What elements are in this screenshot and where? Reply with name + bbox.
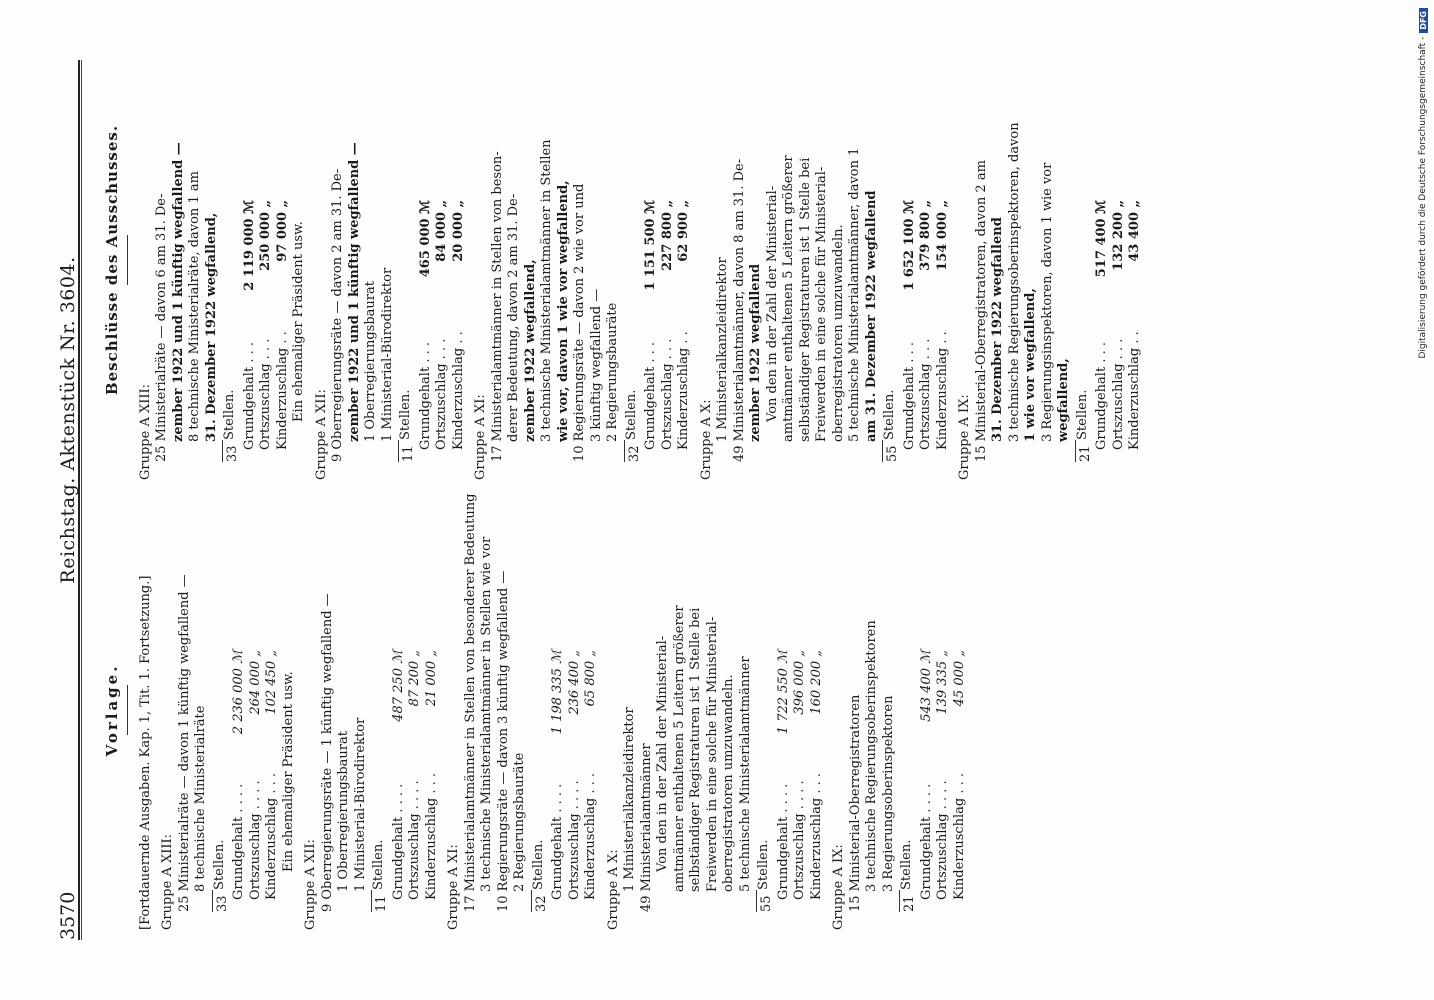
page-number: 3570 [57, 891, 79, 940]
amount-label: Kinderzuschlag . . [676, 331, 691, 450]
amount-value: 227 800 „ [659, 200, 675, 271]
amount-label: Grundgehalt . . . . [775, 783, 791, 900]
group-title: Gruppe A X: [605, 849, 621, 930]
amount-label: Ortszuschlag . . . . [407, 780, 422, 900]
stellen-label: Stellen. [882, 389, 897, 440]
group-title: Gruppe A XII: [303, 839, 318, 930]
position-line: 10 Regierungsräte — davon 3 künftig wegfallend — [495, 570, 511, 912]
position-line: 1 wie vor wegfallend, [1023, 288, 1038, 442]
note-line: Von den in der Zahl der Ministerial- [655, 635, 670, 872]
position-line: 3 Regierungsoberinspektoren [880, 695, 896, 892]
amounts-block [391, 490, 441, 900]
amounts-block [776, 490, 826, 900]
amounts-block [919, 490, 969, 900]
amount-value: 1 198 335 ℳ [550, 650, 565, 735]
amount-value: 1 652 100 ℳ [901, 200, 917, 291]
digitization-credit [1416, 8, 1430, 988]
position-line: wie vor, davon 1 wie vor wegfallend, [555, 180, 571, 442]
amount-value: 132 200 „ [1110, 200, 1126, 271]
position-line: 3 technische Ministerialamtmänner in Stellen wie vor [479, 536, 494, 892]
amount-label: Ortszuschlag . . . [1110, 338, 1126, 450]
note-line: Freiwerden in eine solche für Ministerial- [704, 616, 720, 892]
position-line: 10 Regierungsräte — davon 2 wie vor und [572, 183, 587, 462]
position-line: 31. Dezember 1922 wegfallend, [203, 212, 219, 442]
amount-value: 139 335 „ [935, 650, 950, 715]
stellen-count: 11 [371, 890, 391, 912]
group-title: Gruppe A XIII: [160, 833, 175, 930]
header-rule-thin [81, 60, 82, 940]
position-line: 2 Regierungsbauräte [605, 302, 620, 442]
amount-label: Ortszuschlag . . . . [247, 780, 263, 900]
amount-label: Ortszuschlag . . . . [566, 780, 582, 900]
amounts-block [242, 40, 292, 450]
stellen-total [899, 490, 919, 930]
column-heading: Vorlage. [103, 663, 121, 757]
amounts-block [1094, 40, 1144, 450]
column-beschluesse [100, 40, 1144, 480]
stellen-count: 55 [882, 440, 902, 462]
position-line: 49 Ministerialamtmänner [638, 743, 654, 912]
amount-label: Ortszuschlag . . . [918, 338, 933, 450]
stellen-label: Stellen. [371, 839, 386, 890]
position-line: 17 Ministerialamtmänner in Stellen von besonderer Bedeutung [462, 493, 478, 912]
amount-label: Kinderzuschlag . . . [583, 772, 598, 900]
amount-label: Grundgehalt . . . [1094, 342, 1109, 450]
group-title: Gruppe A XII: [313, 389, 329, 480]
stellen-count: 21 [1075, 440, 1095, 462]
stellen-count: 32 [624, 440, 644, 462]
note-line: oberregistratoren umzuwandeln. [830, 224, 846, 442]
amount-value: 43 400 „ [1127, 200, 1142, 262]
position-line: 1 Oberregierungsbaurat [363, 281, 378, 442]
stellen-count: 21 [899, 890, 919, 912]
group-title: Gruppe A X: [698, 399, 714, 480]
amount-label: Grundgehalt . . . [241, 342, 257, 450]
amount-value: 379 800 „ [918, 200, 933, 271]
stellen-total [398, 40, 418, 480]
group-title: Gruppe A XIII: [137, 383, 153, 480]
position-line: 1 Oberregierungsbaurat [336, 731, 351, 892]
amount-value: 102 450 „ [264, 650, 279, 715]
amount-value: 1 151 500 ℳ [643, 200, 658, 291]
amount-value: 45 000 „ [951, 650, 967, 707]
intro-text: [Fortdauernde Ausgaben. Kap. 1, Tit. 1. Fortsetzung.] [137, 575, 153, 930]
amount-value: 160 200 „ [808, 650, 824, 715]
stellen-label: Stellen. [222, 389, 237, 440]
position-line: 1 Ministerialkanzleidirektor [715, 257, 730, 442]
amount-value: 21 000 „ [423, 650, 439, 707]
position-line: zember 1922 wegfallend, [522, 259, 538, 442]
stellen-total [624, 40, 644, 480]
header-rule [78, 60, 80, 940]
heading-rule [127, 235, 128, 285]
page-title: Reichstag. Aktenstück Nr. 3604. [57, 256, 79, 584]
amount-label: Ortszuschlag . . . [258, 338, 273, 450]
amount-label: Ortszuschlag . . . [434, 338, 449, 450]
stellen-count: 32 [531, 890, 551, 912]
amount-value: 2 119 000 ℳ [241, 200, 257, 291]
position-line: 8 technische Ministerialräte, davon 1 am [187, 171, 202, 442]
position-line: 25 Ministerialräte — davon 1 künftig wegfallend — [176, 574, 192, 912]
position-line: 3 technische Regierungsoberinspektoren [864, 620, 879, 892]
position-line: 2 Regierungsbauräte [512, 752, 527, 892]
note-line: oberregistratoren umzuwandeln. [721, 674, 736, 892]
group-title: Gruppe A XI: [446, 844, 461, 930]
amount-label: Ortszuschlag . . . [659, 338, 675, 450]
stellen-label: Stellen. [530, 839, 546, 890]
stellen-total [1075, 40, 1095, 480]
position-line: am 31. Dezember 1922 wegfallend [863, 190, 879, 442]
dfg-logo: DFG [1419, 8, 1428, 33]
note-line: amtmänner enthaltenen 5 Leitern größerer [781, 155, 796, 442]
amount-value: 65 800 „ [583, 650, 598, 707]
amount-value: 264 000 „ [247, 650, 263, 715]
position-line: zember 1922 und 1 künftig wegfallend — [170, 142, 186, 442]
position-line: 9 Oberregierungsräte — 1 künftig wegfallend — [319, 593, 335, 912]
amount-label: Kinderzuschlag . . [934, 331, 950, 450]
amount-label: Grundgehalt . . . . [390, 783, 406, 900]
group-title: Gruppe A XI: [473, 394, 488, 480]
stellen-label: Stellen. [211, 839, 227, 890]
position-line: 15 Ministerial-Oberregistratoren, davon 2 am [973, 160, 989, 462]
position-line: 15 Ministerial-Oberregistratoren [847, 694, 863, 912]
amount-label: Grundgehalt . . . [643, 342, 658, 450]
column-heading: Beschlüsse des Ausschusses. [103, 124, 121, 396]
note-line: selbständiger Registraturen ist 1 Stelle bei [797, 157, 813, 442]
amount-label: Kinderzuschlag . . . [423, 772, 439, 900]
amount-value: 517 400 ℳ [1094, 200, 1109, 278]
amount-value: 2 236 000 ℳ [231, 650, 246, 735]
position-line: 1 Ministerial-Bürodirektor [352, 717, 368, 892]
stellen-count: 55 [756, 890, 776, 912]
stellen-count: 33 [222, 440, 242, 462]
position-line: 17 Ministerialamtmänner in Stellen von beson- [489, 151, 505, 462]
stellen-total [531, 490, 551, 930]
amounts-block [550, 490, 600, 900]
stellen-label: Stellen. [1074, 389, 1090, 440]
note-line: Ein ehemaliger Präsident usw. [280, 671, 296, 872]
position-line: 3 technische Regierungsoberinspektoren, davon [1006, 122, 1022, 442]
amount-label: Kinderzuschlag . . . [808, 772, 824, 900]
position-line: 1 Ministerialkanzleidirektor [622, 707, 637, 892]
group-title: Gruppe A IX: [957, 394, 972, 480]
position-line: 5 technische Ministerialamtmänner, davon 1 [847, 147, 862, 442]
group-title: Gruppe A IX: [831, 844, 846, 930]
note-line: Freiwerden in eine solche für Ministerial- [814, 166, 829, 442]
amount-value: 97 000 „ [274, 200, 290, 262]
amount-label: Grundgehalt . . . . [918, 783, 934, 900]
amount-value: 154 000 „ [934, 200, 950, 271]
position-line: 3 Regierungsinspektoren, davon 1 wie vor [1039, 162, 1055, 442]
amounts-block [643, 40, 693, 450]
amount-value: 396 000 „ [792, 650, 807, 715]
stellen-total [371, 490, 391, 930]
amount-label: Grundgehalt . . . [901, 342, 917, 450]
stellen-label: Stellen. [623, 389, 639, 440]
position-line: wegfallend, [1056, 358, 1071, 442]
position-line: 1 Ministerial-Bürodirektor [379, 267, 395, 442]
position-line: 8 technische Ministerialräte [193, 705, 208, 892]
stellen-label: Stellen. [398, 389, 413, 440]
amount-value: 20 000 „ [450, 200, 466, 262]
note-line: Ein ehemaliger Präsident usw. [291, 221, 306, 422]
amount-value: 236 400 „ [566, 650, 582, 715]
position-line: 31. Dezember 1922 wegfallend [990, 217, 1005, 442]
note-line: Von den in der Zahl der Ministerial- [764, 185, 780, 422]
note-line: amtmänner enthaltenen 5 Leitern größerer [671, 605, 687, 892]
amount-value: 250 000 „ [258, 200, 273, 271]
position-line: 49 Ministerialamtmänner, davon 8 am 31. De- [731, 158, 747, 462]
amount-label: Kinderzuschlag . . . [264, 772, 279, 900]
stellen-total [212, 490, 232, 930]
page-header [50, 60, 90, 940]
position-line: 9 Oberregierungsräte — davon 2 am 31. De- [330, 168, 345, 462]
amount-value: 465 000 ℳ [417, 200, 433, 278]
stellen-label: Stellen. [756, 839, 771, 890]
amount-label: Kinderzuschlag . . [450, 331, 466, 450]
amount-label: Ortszuschlag . . . . [935, 780, 950, 900]
stellen-total [222, 40, 242, 480]
position-line: zember 1922 und 1 künftig wegfallend — [346, 142, 362, 442]
position-line: 3 künftig wegfallend — [588, 288, 604, 442]
position-line: derer Bedeutung, davon 2 am 31. De- [506, 193, 521, 442]
position-line: zember 1922 wegfallend [748, 263, 763, 442]
stellen-count: 11 [398, 440, 418, 462]
amount-value: 87 200 „ [407, 650, 422, 707]
amount-label: Kinderzuschlag . . [1127, 331, 1142, 450]
amounts-block [231, 490, 281, 900]
amounts-block [418, 40, 468, 450]
amount-label: Kinderzuschlag . . . [951, 772, 967, 900]
amount-label: Grundgehalt . . . . [231, 783, 246, 900]
heading-rule [127, 685, 128, 735]
digitization-label: Digitalisierung gefördert durch die Deutsche Forschungsgemeinschaft - [1418, 36, 1428, 359]
stellen-total [882, 40, 902, 480]
amount-value: 487 250 ℳ [390, 650, 406, 722]
amount-label: Ortszuschlag . . . . [792, 780, 807, 900]
amounts-block [902, 40, 952, 450]
amount-value: 62 900 „ [676, 200, 691, 262]
amount-label: Grundgehalt . . . . [550, 783, 565, 900]
stellen-total [756, 490, 776, 930]
amount-value: 84 000 „ [434, 200, 449, 262]
note-line: selbständiger Registraturen ist 1 Stelle bei [688, 607, 703, 892]
amount-value: 543 400 ℳ [918, 650, 934, 722]
stellen-count: 33 [212, 890, 232, 912]
digitization-credit-text [1416, 8, 1430, 988]
position-line: 25 Ministerialräte — davon 6 am 31. De- [154, 193, 169, 462]
stellen-label: Stellen. [899, 839, 914, 890]
column-vorlage [100, 490, 968, 930]
position-line: 5 technische Ministerialamtmänner [737, 656, 753, 892]
position-line: 3 technische Ministerialamtmänner in Stellen [539, 139, 554, 442]
amount-label: Grundgehalt . . . [417, 342, 433, 450]
amount-label: Kinderzuschlag . . [274, 331, 290, 450]
amount-value: 1 722 550 ℳ [775, 650, 791, 735]
